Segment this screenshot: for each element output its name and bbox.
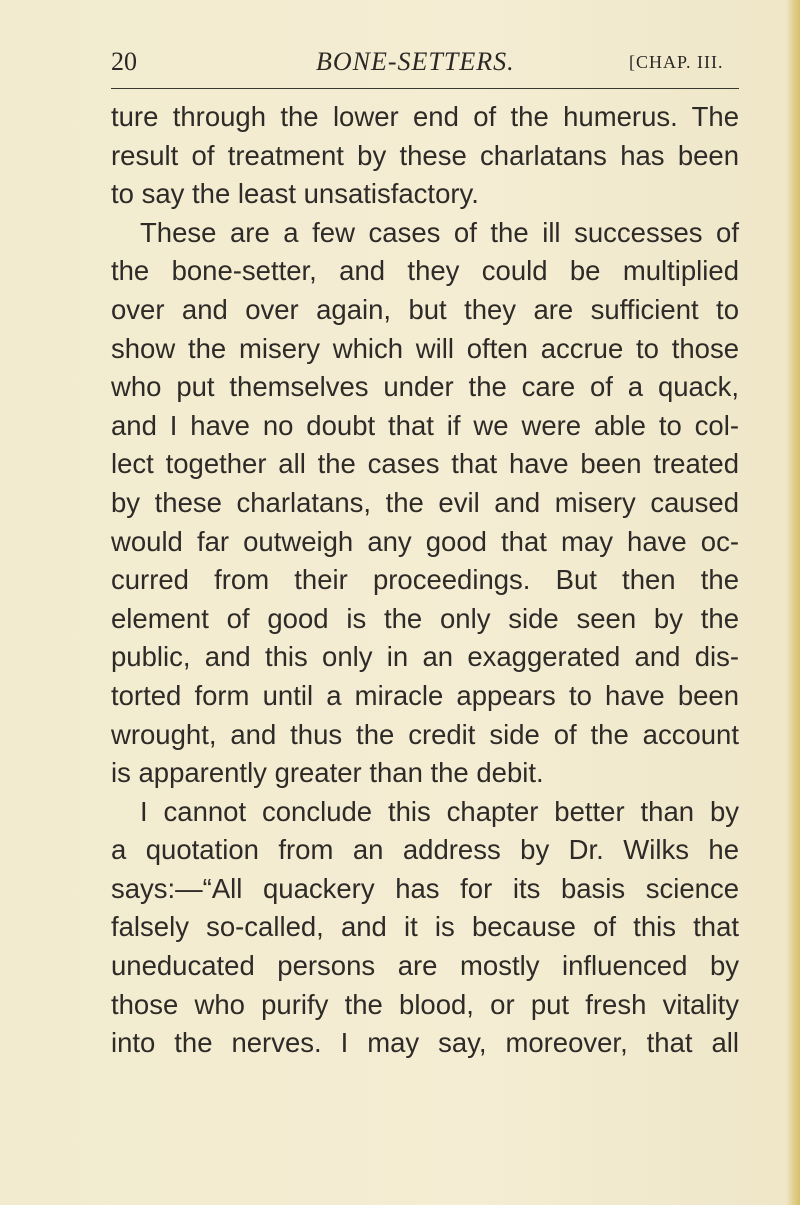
text-line: a quotation from an address by Dr. Wilks he	[111, 834, 739, 866]
text-line: ture through the lower end of the humerus. The	[111, 101, 739, 132]
text-line: lect together all the cases that have been treated	[111, 448, 739, 480]
text-line: wrought, and thus the credit side of the account	[111, 718, 739, 750]
text-line: public, and this only in an exaggerated and dis-	[111, 641, 739, 673]
text-line: those who purify the blood, or put fresh vitality	[111, 988, 739, 1020]
header-rule	[111, 88, 739, 89]
text-line: These are a few cases of the ill successes of	[140, 216, 739, 248]
text-line: and I have no doubt that if we were able to col-	[111, 409, 739, 441]
text-line: result of treatment by these charlatans has been	[111, 139, 739, 171]
text-line: the bone-setter, and they could be multiplied	[111, 255, 739, 287]
text-line: into the nerves. I may say, moreover, that all	[111, 1027, 739, 1059]
text-line: would far outweigh any good that may have oc-	[111, 525, 739, 557]
text-line: I cannot conclude this chapter better than by	[140, 795, 739, 827]
text-line: element of good is the only side seen by the	[111, 602, 739, 634]
text-line: show the misery which will often accrue to those	[111, 332, 739, 364]
text-line: curred from their proceedings. But then the	[111, 564, 739, 596]
running-title: BONE-SETTERS.	[316, 47, 515, 76]
text-line: falsely so-called, and it is because of this that	[111, 911, 739, 943]
running-header	[111, 47, 739, 87]
text-line: by these charlatans, the evil and misery caused	[111, 486, 739, 518]
chapter-reference: [CHAP. III.	[629, 52, 724, 72]
text-line: to say the least unsatisfactory.	[111, 178, 479, 210]
body-text	[111, 98, 739, 1063]
page-number: 20	[111, 47, 137, 76]
text-line: is apparently greater than the debit.	[111, 757, 544, 789]
text-line: who put themselves under the care of a quack,	[111, 371, 739, 403]
text-line: uneducated persons are mostly influenced by	[111, 950, 739, 982]
text-line: says:—“All quackery has for its basis science	[111, 872, 739, 904]
text-line: over and over again, but they are sufficient to	[111, 293, 739, 325]
text-line: torted form until a miracle appears to have been	[111, 679, 739, 711]
page-edge	[786, 0, 800, 1205]
